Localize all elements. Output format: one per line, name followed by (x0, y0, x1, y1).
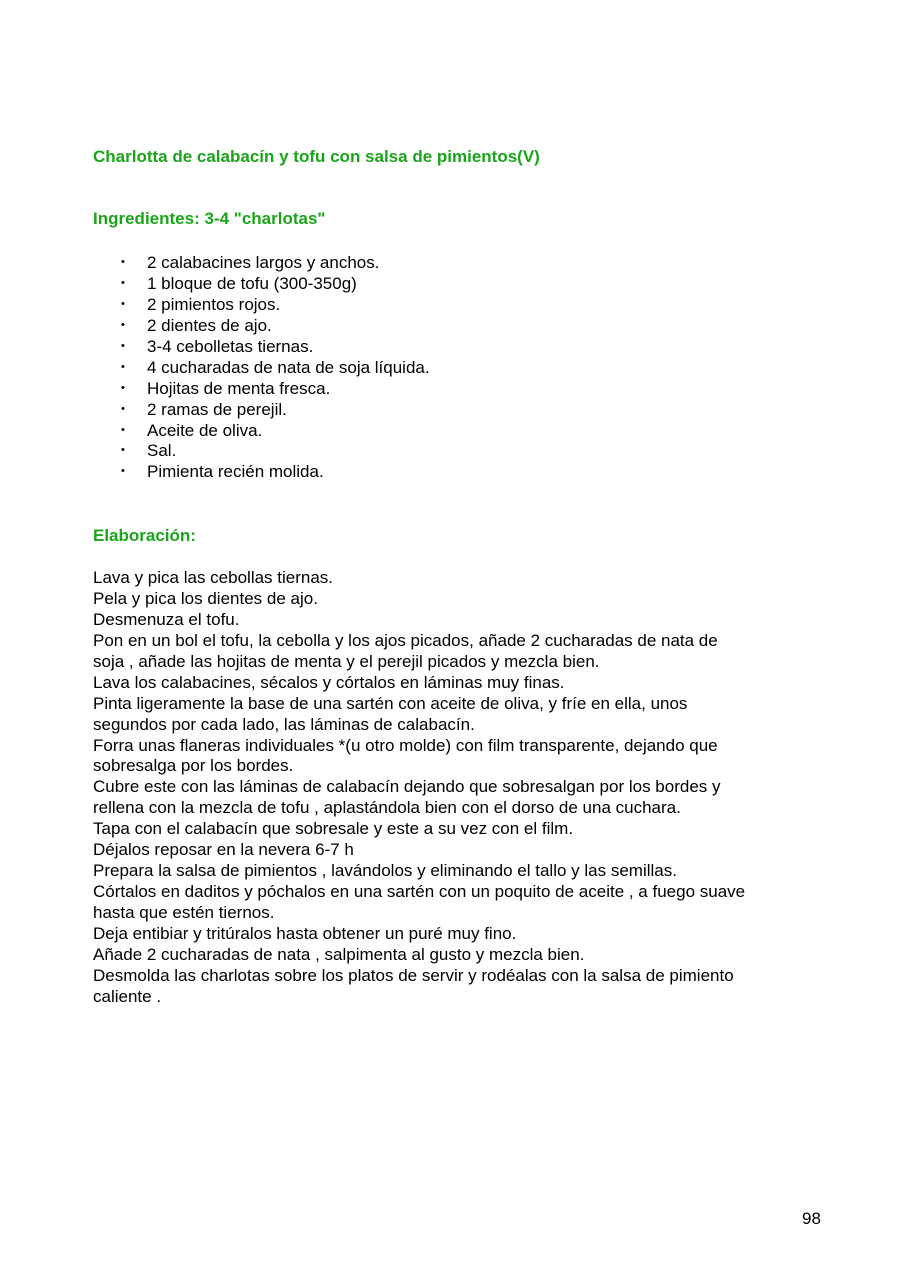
bullet-icon: • (121, 444, 125, 457)
ingredient-text: 3-4 cebolletas tiernas. (147, 336, 314, 356)
bullet-icon: • (121, 256, 125, 268)
bullet-icon: • (121, 360, 125, 373)
ingredient-item (121, 357, 430, 378)
bullet-icon: • (121, 423, 125, 436)
step-line: Desmolda las charlotas sobre los platos de servir y rodéalas con la salsa de pimiento (93, 965, 734, 985)
step-line: sobresalga por los bordes. (93, 756, 294, 776)
step-line: Lava y pica las cebollas tiernas. (93, 568, 334, 587)
ingredient-text: 2 dientes de ajo. (147, 315, 272, 335)
step-line: Pela y pica los dientes de ajo. (93, 588, 318, 608)
ingredient-text: 4 cucharadas de nata de soja líquida. (147, 357, 430, 377)
ingredient-text: 2 calabacines largos y anchos. (147, 253, 380, 272)
recipe-title: Charlotta de calabacín y tofu con salsa de pimientos(V) (93, 147, 540, 166)
bullet-icon: • (121, 339, 125, 352)
step-line: segundos por cada lado, las láminas de calabacín. (93, 714, 475, 734)
ingredient-text: 1 bloque de tofu (300-350g) (147, 273, 357, 293)
bullet-icon: • (121, 402, 125, 415)
page-number: 98 (802, 1209, 821, 1228)
ingredient-item (121, 440, 430, 461)
step-line: Prepara la salsa de pimientos , lavándolos y eliminando el tallo y las semillas. (93, 861, 677, 881)
ingredient-item (121, 336, 430, 357)
step-line: Pon en un bol el tofu, la cebolla y los ajos picados, añade 2 cucharadas de nata de (93, 630, 718, 650)
step-line: soja , añade las hojitas de menta y el perejil picados y mezcla bien. (93, 651, 600, 671)
bullet-icon: • (121, 465, 125, 478)
step-line: rellena con la mezcla de tofu , aplastándola bien con el dorso de una cuchara. (93, 798, 681, 818)
step-line: Añade 2 cucharadas de nata , salpimenta al gusto y mezcla bien. (93, 944, 585, 964)
step-line: Forra unas flaneras individuales *(u otro molde) con film transparente, dejando que (93, 735, 718, 755)
ingredient-item (121, 252, 430, 273)
bullet-icon: • (121, 297, 125, 310)
bullet-icon: • (121, 381, 125, 394)
step-line: Pinta ligeramente la base de una sartén con aceite de oliva, y fríe en ella, unos (93, 693, 688, 713)
ingredient-item (121, 420, 430, 441)
ingredients-heading: Ingredientes: 3-4 "charlotas" (93, 209, 326, 228)
step-line: Tapa con el calabacín que sobresale y este a su vez con el film. (93, 819, 574, 839)
step-line: Cubre este con las láminas de calabacín dejando que sobresalgan por los bordes y (93, 777, 721, 797)
ingredient-text: 2 pimientos rojos. (147, 294, 281, 314)
ingredient-text: Pimienta recién molida. (147, 462, 324, 482)
step-line: Córtalos en daditos y póchalos en una sartén con un poquito de aceite , a fuego suave (93, 882, 746, 902)
ingredients-list (121, 252, 430, 482)
step-line: Deja entibiar y tritúralos hasta obtener un puré muy fino. (93, 923, 517, 943)
ingredient-item (121, 273, 430, 294)
step-line: Lava los calabacines, sécalos y córtalos en láminas muy finas. (93, 672, 565, 692)
ingredient-item (121, 378, 430, 399)
step-line: caliente . (93, 986, 162, 1006)
elaboration-text (93, 567, 745, 1007)
elaboration-heading: Elaboración: (93, 526, 196, 545)
step-line: Desmenuza el tofu. (93, 609, 240, 629)
ingredient-item (121, 461, 430, 482)
bullet-icon: • (121, 276, 125, 289)
ingredient-item (121, 399, 430, 420)
step-line: Déjalos reposar en la nevera 6-7 h (93, 840, 354, 860)
ingredient-text: Aceite de oliva. (147, 420, 263, 440)
step-line: hasta que estén tiernos. (93, 903, 275, 922)
ingredient-text: 2 ramas de perejil. (147, 399, 287, 419)
bullet-icon: • (121, 318, 125, 331)
ingredient-item (121, 294, 430, 315)
ingredient-text: Hojitas de menta fresca. (147, 378, 331, 398)
ingredient-text: Sal. (147, 441, 177, 461)
ingredient-item (121, 315, 430, 336)
